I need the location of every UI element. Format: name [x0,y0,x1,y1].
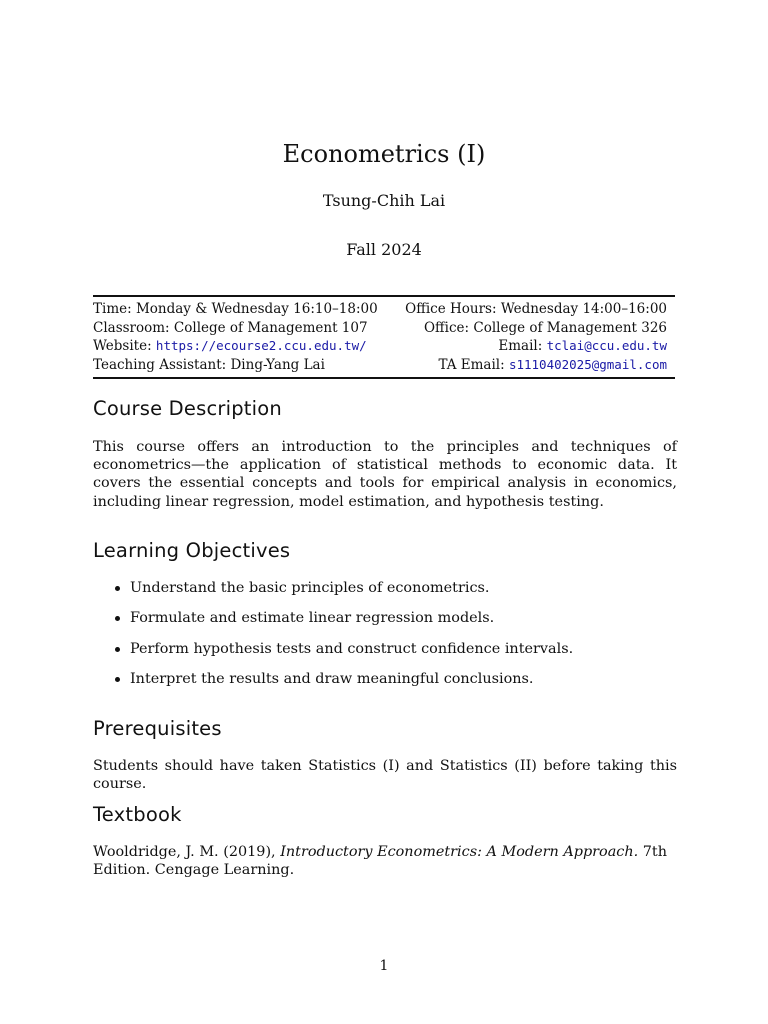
textbook-heading: Textbook [93,803,182,826]
textbook-title: Introductory Econometrics: A Modern Approach. [280,844,639,860]
ta-value: Ding-Yang Lai [230,356,325,373]
course-term: Fall 2024 [346,240,422,259]
course-info-table [93,295,675,379]
time-label: Time: [93,301,132,317]
classroom-label: Classroom: [93,319,170,336]
objective-text: Interpret the results and draw meaningful conclusions. [130,670,534,687]
website-link[interactable]: https://ecourse2.ccu.edu.tw/ [155,338,367,353]
classroom-cell [93,319,368,338]
list-item [93,579,677,609]
email-link[interactable]: tclai@ccu.edu.tw [546,338,667,353]
bullet-icon [115,616,120,621]
course-description-text: This course offers an introduction to the principles and techniques of econometrics—the application of statistical methods to economic data. It covers the essential concepts and tools for empirical analysis in economics, including linear regression, model estimation, and hypothesis testing. [93,439,677,510]
textbook-edition: 7th Edition. [93,844,667,879]
info-row-ta [93,356,675,375]
office-hours-value: Wednesday 14:00–16:00 [500,301,667,317]
learning-objectives-heading: Learning Objectives [93,539,291,562]
office-hours-cell [405,300,675,319]
list-item [93,640,677,670]
time-value: Monday & Wednesday 16:10–18:00 [135,301,378,317]
classroom-value: College of Management 107 [173,319,368,336]
time-cell [93,300,378,319]
email-cell [498,337,675,356]
ta-email-link[interactable]: s1110402025@gmail.com [508,356,667,372]
office-value: College of Management 326 [473,319,667,336]
email-label: Email: [498,338,543,354]
office-label: Office: [423,319,470,336]
bullet-icon [115,586,120,591]
textbook-author-year: Wooldridge, J. M. (2019), [93,844,276,860]
website-cell [93,337,367,356]
prerequisites-heading: Prerequisites [93,717,222,740]
objective-text: Understand the basic principles of econometrics. [130,580,490,596]
bullet-icon [115,647,120,652]
objective-text: Formulate and estimate linear regression models. [130,610,495,627]
document-title: Econometrics (I) [282,140,486,168]
page-number: 1 [379,958,389,974]
office-cell [424,319,675,338]
learning-objectives-list [93,579,677,700]
ta-cell [93,356,325,375]
website-label: Website: [93,338,152,354]
author-name: Tsung-Chih Lai [322,191,446,210]
textbook-citation [93,843,677,879]
ta-email-label: TA Email: [438,356,505,373]
objective-text: Perform hypothesis tests and construct confidence intervals. [130,640,574,657]
ta-label: Teaching Assistant: [93,356,227,373]
list-item [93,670,677,700]
list-item [93,609,677,639]
office-hours-label: Office Hours: [405,301,497,317]
info-row-time [93,300,675,319]
ta-email-cell [438,356,675,375]
info-row-classroom [93,319,675,338]
course-description-heading: Course Description [93,397,282,420]
prerequisites-text: Students should have taken Statistics (I) and Statistics (II) before taking this course. [93,758,677,793]
textbook-publisher: Cengage Learning. [154,862,295,879]
bullet-icon [115,677,120,682]
info-row-website [93,337,675,356]
